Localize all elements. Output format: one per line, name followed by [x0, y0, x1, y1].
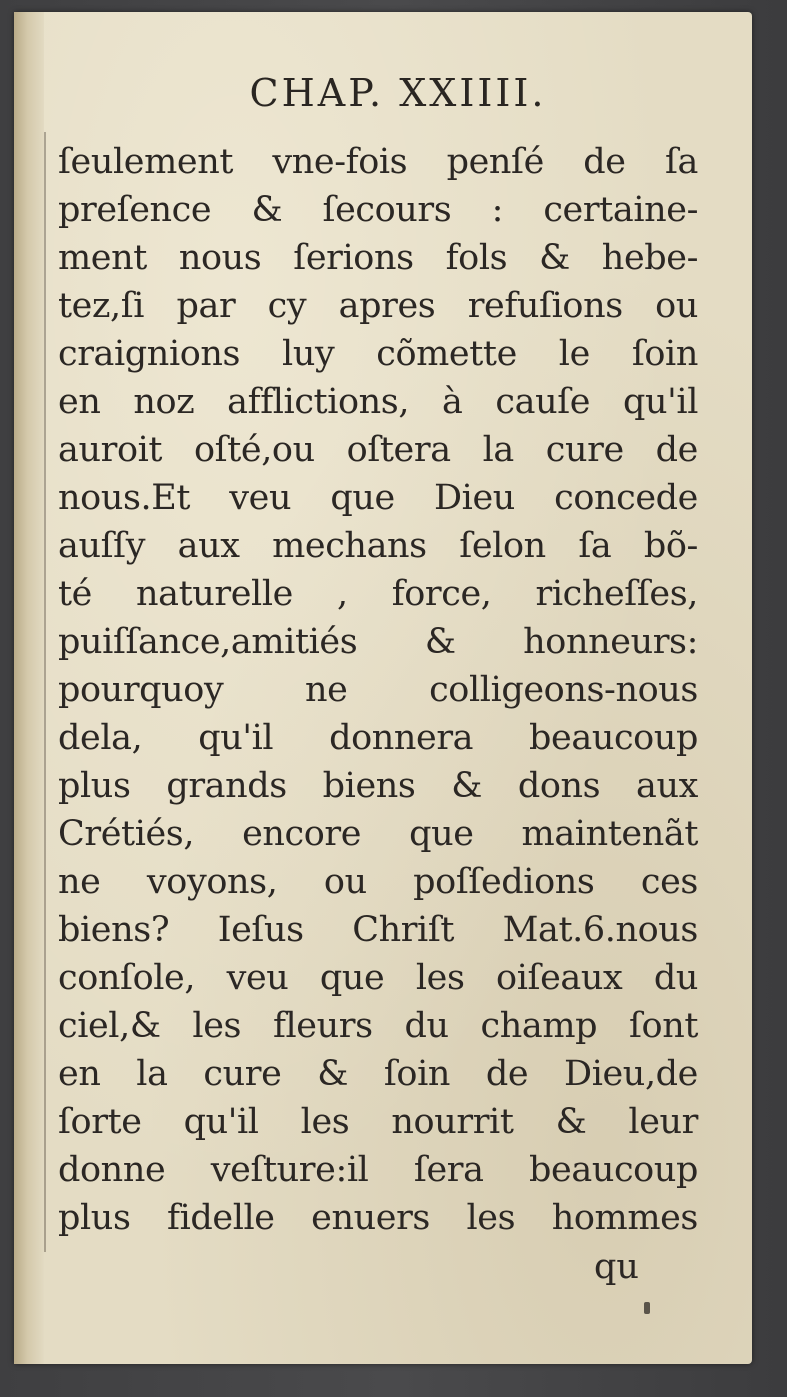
ink-speck [644, 1302, 650, 1314]
text-line: donne veſture:il ſera beaucoup [58, 1150, 698, 1190]
text-line: ſeulement vne-fois penſé de ſa [58, 142, 698, 182]
page-gutter [14, 12, 44, 1364]
text-line: plus grands biens & dons aux [58, 766, 698, 806]
text-line: dela, qu'il donnera beaucoup [58, 718, 698, 758]
text-line: ne voyons, ou poſſedions ces [58, 862, 698, 902]
text-line: plus fidelle enuers les hommes [58, 1198, 698, 1238]
text-line: en noz afflictions, à cauſe qu'il [58, 382, 698, 422]
text-line: té naturelle , force, richeſſes, [58, 574, 698, 614]
text-line: Crétiés, encore que maintenãt [58, 814, 698, 854]
text-line: craignions luy cõmette le ſoin [58, 334, 698, 374]
text-line: auroit oſté,ou oſtera la cure de [58, 430, 698, 470]
text-line: en la cure & ſoin de Dieu,de [58, 1054, 698, 1094]
text-line: conſole, veu que les oiſeaux du [58, 958, 698, 998]
running-title: CHAP. XXIIII. [249, 71, 547, 115]
gutter-shadow-line [44, 132, 46, 1252]
text-line: pourquoy ne colligeons-nous [58, 670, 698, 710]
text-line: ment nous ſerions fols & hebe- [58, 238, 698, 278]
book-page [14, 12, 752, 1364]
text-line: biens? Ieſus Chriſt Mat.6.nous [58, 910, 698, 950]
text-line: ciel,& les fleurs du champ ſont [58, 1006, 698, 1046]
text-line: puiſſance,amitiés & honneurs: [58, 622, 698, 662]
text-line: ſorte qu'il les nourrit & leur [58, 1102, 698, 1142]
body-text [58, 138, 698, 1242]
text-line: nous.Et veu que Dieu concede [58, 478, 698, 518]
text-line: auſſy aux mechans ſelon ſa bõ- [58, 526, 698, 566]
catchword: qu [594, 1247, 639, 1287]
text-line: tez,ſi par cy apres refuſions ou [58, 286, 698, 326]
text-line: preſence & ſecours : certaine- [58, 190, 698, 230]
